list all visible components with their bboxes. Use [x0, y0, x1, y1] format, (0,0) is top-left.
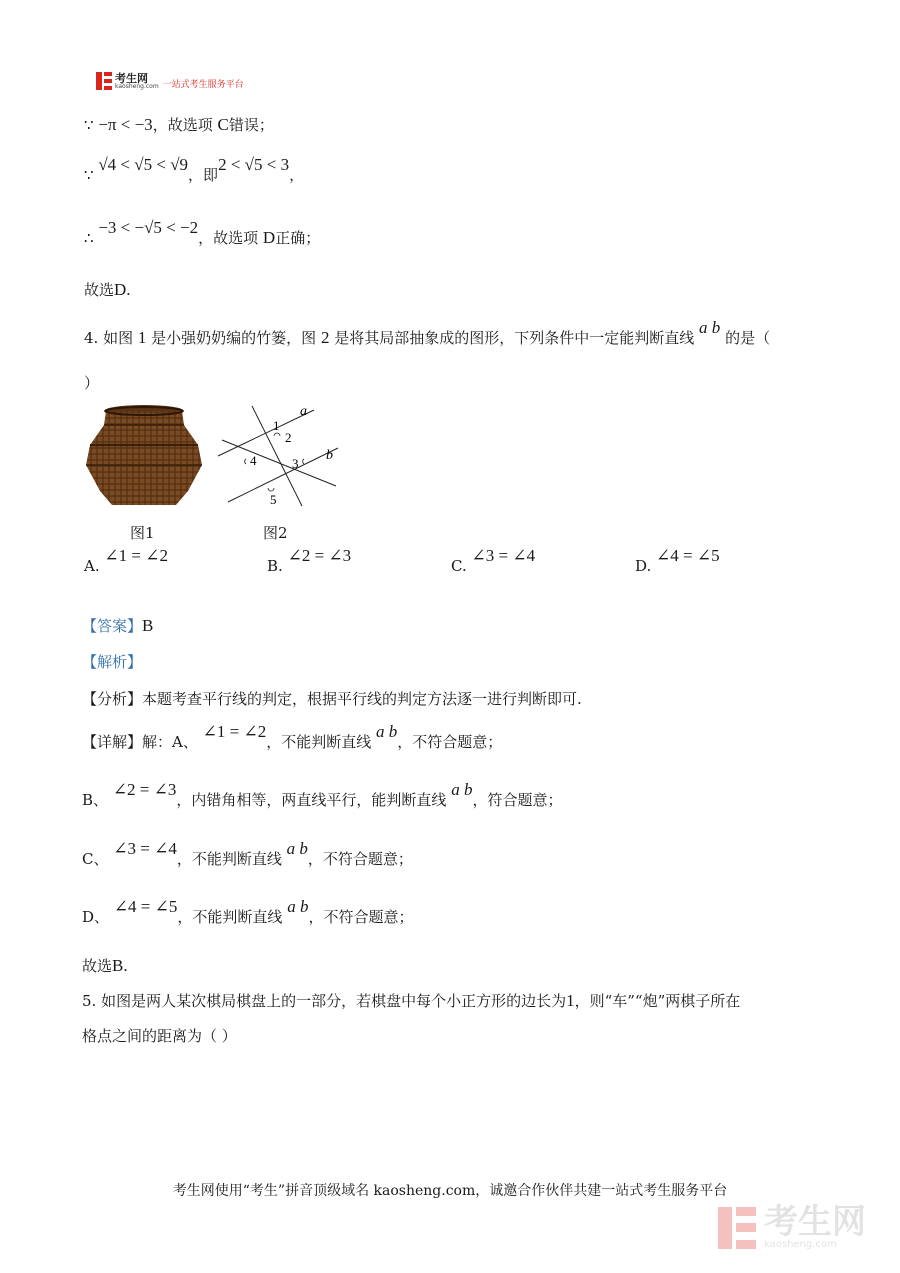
text: ， — [289, 166, 305, 184]
text: ，即 — [188, 166, 219, 184]
watermark-logo-icon — [718, 1207, 756, 1249]
option-letter: D — [262, 228, 276, 247]
logo-slogan: 一站式考生服务平台 — [162, 80, 244, 90]
fig1-caption: 图1 — [130, 524, 155, 542]
option-a[interactable]: A. ∠1 = ∠2 — [84, 546, 168, 575]
fig2-caption: 图2 — [263, 524, 288, 542]
q4-stem-close: ） — [84, 374, 100, 392]
answer-line — [82, 615, 153, 636]
label-5: 5 — [270, 492, 277, 507]
label-1: 1 — [273, 418, 280, 433]
parallel-ab: a b — [376, 722, 398, 741]
footer-text: 考生网使用“考生”拼音顶级域名 kaosheng.com，诚邀合作伙伴共建一站式考生服务平台 — [172, 1183, 728, 1199]
detail-d: D、 ∠4 = ∠5，不能判断直线 a b，不符合题意； — [82, 897, 414, 926]
text: 正确； — [275, 229, 321, 247]
answer-value: B — [142, 616, 154, 635]
option-letter: C — [217, 115, 229, 134]
watermark-domain: kaosheng.com — [764, 1239, 837, 1250]
because-symbol: ∵ — [84, 116, 94, 134]
label-3: 3 — [292, 456, 299, 471]
because-symbol: ∵ — [84, 166, 94, 184]
q5-line-1: 5. 如图是两人某次棋局棋盘上的一部分，若棋盘中每个小正方形的边长为1，则“车”“炮”两棋子所在 — [82, 991, 741, 1010]
logo-domain: kaosheng.com — [115, 82, 159, 90]
logo-name: 考生网 — [115, 71, 148, 85]
basket-figure — [82, 403, 206, 511]
q3-conclusion: 故选D. — [84, 280, 131, 299]
watermark-name: 考生网 — [764, 1202, 866, 1242]
q5-line-2: 格点之间的距离为（ ） — [82, 1027, 237, 1045]
logo-mark-icon — [96, 72, 112, 90]
label-b: b — [326, 448, 333, 463]
therefore-symbol: ∴ — [84, 229, 94, 247]
label-2: 2 — [285, 430, 292, 445]
fenxi-line: 【分析】本题考查平行线的判定，根据平行线的判定方法逐一进行判断即可. — [82, 690, 582, 708]
q4-stem: 4. 如图 1 是小强奶奶编的竹篓，图 2 是将其局部抽象成的图形，下列条件中一定能判断直线 a b 的是（ — [84, 318, 771, 347]
analysis-tag: 【解析】 — [82, 653, 143, 671]
q4-conclusion: 故选B. — [82, 956, 128, 975]
option-c[interactable]: C. ∠3 = ∠4 — [451, 546, 536, 575]
label-a: a — [300, 404, 307, 419]
text: 错误； — [228, 116, 274, 134]
text: ，故选项 — [198, 229, 259, 247]
geometry-figure — [216, 402, 342, 514]
text: ，故选项 — [152, 116, 213, 134]
label-4: 4 — [250, 453, 257, 468]
option-b[interactable]: B. ∠2 = ∠3 — [267, 546, 352, 575]
q3-line-3 — [84, 218, 321, 248]
q3-line-1 — [84, 114, 274, 135]
math-expr: √4 < √5 < √9 — [98, 155, 189, 174]
math-expr: −3 < −√5 < −2 — [98, 218, 199, 237]
q3-line-2 — [84, 155, 305, 185]
parallel-ab: a b — [287, 897, 309, 916]
answer-tag: 【答案】 — [82, 617, 143, 635]
parallel-ab: a b — [451, 780, 473, 799]
math-expr: −π < −3 — [98, 115, 153, 134]
parallel-ab: a b — [699, 318, 721, 337]
detail-c: C、 ∠3 = ∠4，不能判断直线 a b，不符合题意； — [82, 839, 413, 868]
math-expr: 2 < √5 < 3 — [218, 155, 290, 174]
parallel-ab: a b — [286, 839, 308, 858]
watermark — [718, 1202, 866, 1250]
site-logo — [96, 72, 244, 90]
detail-a: 【详解】解：A、 ∠1 = ∠2，不能判断直线 a b，不符合题意； — [82, 722, 503, 751]
detail-b: B、 ∠2 = ∠3，内错角相等，两直线平行，能判断直线 a b，符合题意； — [82, 780, 563, 809]
option-d[interactable]: D. ∠4 = ∠5 — [635, 546, 720, 575]
